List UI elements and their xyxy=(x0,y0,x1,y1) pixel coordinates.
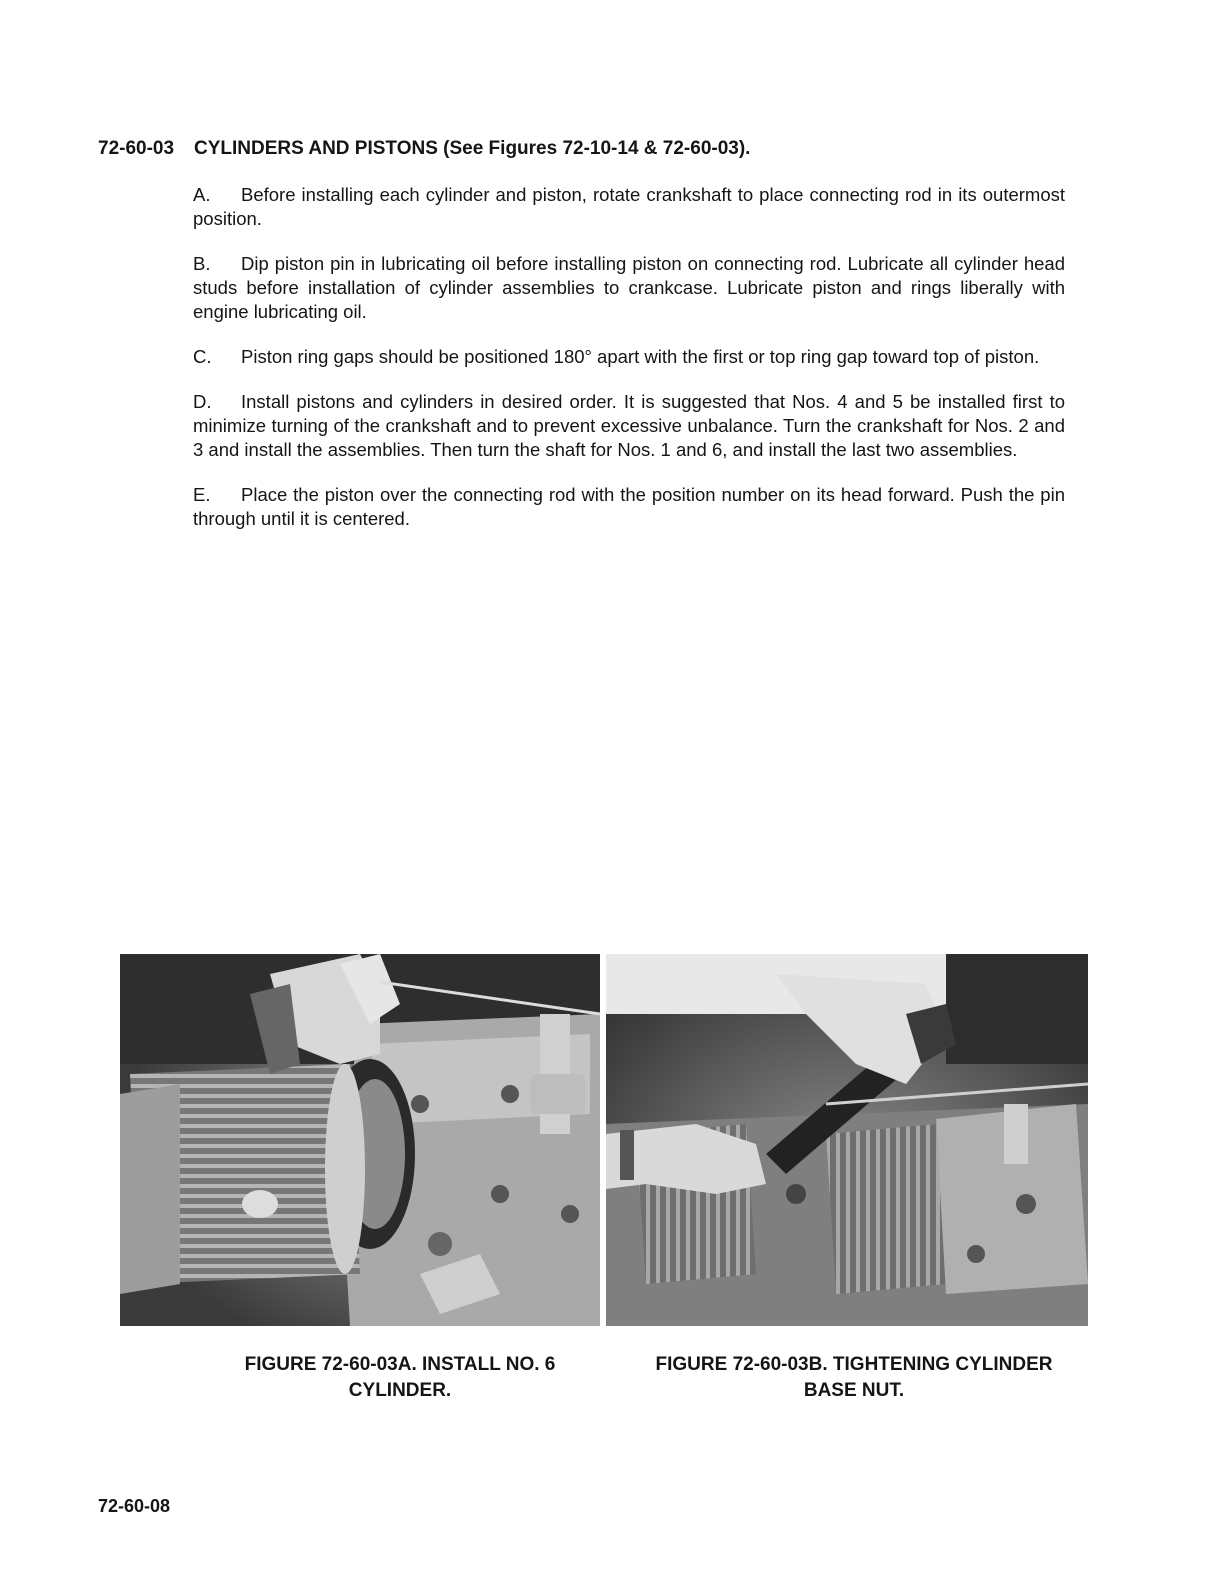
figure-b-caption xyxy=(640,1352,1068,1404)
step-b xyxy=(193,252,1065,324)
caption-line: CYLINDER. xyxy=(348,1380,452,1401)
step-letter: E. xyxy=(193,484,211,505)
step-text: Place the piston over the connecting rod with the position number on its head forward. Push the pin through until it is centered. xyxy=(193,484,1065,529)
section-number: 72-60-03 xyxy=(98,138,175,159)
page-number: 72-60-08 xyxy=(98,1496,171,1516)
figure-a-photo xyxy=(120,954,600,1326)
step-text: Piston ring gaps should be positioned 180° apart with the first or top ring gap toward top of piston. xyxy=(241,346,1040,367)
figure-a-caption xyxy=(232,1352,568,1404)
caption-line: FIGURE 72-60-03A. INSTALL NO. 6 xyxy=(244,1354,556,1375)
section-heading xyxy=(98,138,750,160)
step-text: Before installing each cylinder and piston, rotate crankshaft to place connecting rod in its outermost position. xyxy=(193,184,1065,229)
section-title: CYLINDERS AND PISTONS (See Figures 72-10-14 & 72-60-03). xyxy=(194,138,751,159)
caption-line: FIGURE 72-60-03B. TIGHTENING CYLINDER xyxy=(655,1354,1053,1375)
step-letter: B. xyxy=(193,253,211,274)
step-d xyxy=(193,390,1065,462)
step-c xyxy=(193,345,1065,369)
step-e xyxy=(193,483,1065,531)
caption-line: BASE NUT. xyxy=(803,1380,905,1401)
step-letter: D. xyxy=(193,391,212,412)
step-text: Install pistons and cylinders in desired order. It is suggested that Nos. 4 and 5 be installed first to minimize turning of the crankshaft and to prevent excessive unbalance. Turn the crankshaft for Nos. 2 and 3 and install the assemblies. Then turn the shaft for Nos. 1 and 6, and install the last two assemblies. xyxy=(193,391,1065,460)
figure-b-photo xyxy=(606,954,1088,1326)
step-a xyxy=(193,183,1065,231)
procedure-steps xyxy=(193,183,1065,552)
step-text: Dip piston pin in lubricating oil before installing piston on connecting rod. Lubricate all cylinder head studs before installation of cylinder assemblies to crankcase. Lubricate piston and rings liberally with engine lubricating oil. xyxy=(193,253,1065,322)
step-letter: A. xyxy=(193,184,211,205)
step-letter: C. xyxy=(193,346,212,367)
